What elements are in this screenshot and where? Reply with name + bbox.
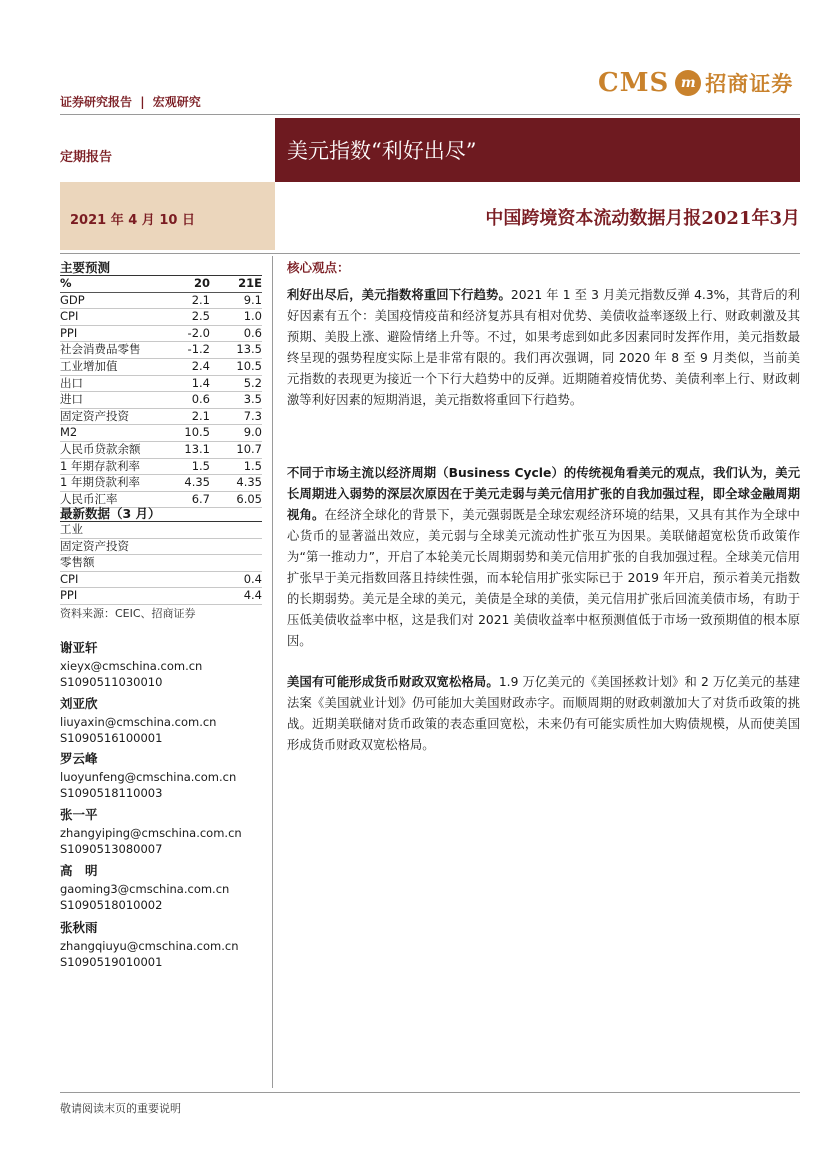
forecast-header-cell: %	[60, 276, 155, 292]
forecast-2020: 10.5	[155, 425, 210, 442]
forecast-2020: 0.6	[155, 392, 210, 409]
paragraph-2	[287, 463, 800, 652]
forecast-2021e: 1.5	[210, 458, 262, 475]
analyst-block	[60, 863, 229, 913]
forecast-2021e: 3.5	[210, 392, 262, 409]
analyst-email[interactable]: gaoming3@cmschina.com.cn	[60, 882, 230, 896]
latest-data-row	[60, 538, 262, 555]
forecast-2020: 13.1	[155, 441, 210, 458]
report-subcategory: 宏观研究	[152, 95, 201, 109]
latest-label: CPI	[60, 571, 155, 588]
latest-value: 4.4	[210, 588, 262, 605]
forecast-2021e: 6.05	[210, 491, 262, 508]
paragraph-3-body: 1.9 万亿美元的《美国拯救计划》和 2 万亿美元的基建法案《美国就业计划》仍可能加大美国财政赤字。而顺周期的财政刺激加大了对货币政策的挑战。近期美联储对货币政策的表态重回宽松，未来仍有可能实质性加大购债规模，从而使美国形成货币财政双宽松格局。	[287, 675, 800, 752]
forecast-row	[60, 441, 262, 458]
analyst-license: S1090518110003	[60, 786, 163, 800]
title-divider	[60, 253, 800, 254]
forecast-label: PPI	[60, 325, 155, 342]
forecast-label: 1 年期贷款利率	[60, 475, 155, 492]
paragraph-2-body: 在经济全球化的背景下，美元强弱既是全球宏观经济环境的结果，又具有其作为全球中心货币的显著溢出效应，美元弱与全球美元流动性扩张互为因果。美联储超宽松货币政策作为“第一推动力”，开启了本轮美元长周期弱势和美元信用扩张的自我加强过程。全球美元信用扩张早于美元指数回落且持续性强，而本轮信用扩张实际已于 2019 年开启，预示着美元指数的长期弱势。美元是全球的美元，美债是全球的美债，美元信用扩张后回流美债市场，有助于压低美债收益率中枢，这是我们对 2021 美债收益率中枢预测值低于市场一致预期值的根本原因。	[287, 508, 800, 648]
forecast-header-cell: 20	[155, 276, 210, 292]
forecast-row	[60, 458, 262, 475]
latest-label: PPI	[60, 588, 155, 605]
analyst-name: 高 明	[60, 863, 98, 878]
forecast-label: M2	[60, 425, 155, 442]
forecast-label: 社会消费品零售	[60, 342, 155, 359]
sidebar-divider	[272, 256, 273, 1088]
header-divider	[60, 114, 800, 115]
latest-data-row	[60, 571, 262, 588]
cms-logo	[598, 66, 793, 100]
forecast-label: 工业增加值	[60, 358, 155, 375]
forecast-2020: 4.35	[155, 475, 210, 492]
analyst-license: S1090519010001	[60, 955, 163, 969]
forecast-row	[60, 358, 262, 375]
category-separator: |	[140, 95, 145, 109]
forecast-label: 人民币贷款余额	[60, 441, 155, 458]
latest-value	[210, 538, 262, 555]
analyst-email[interactable]: zhangyiping@cmschina.com.cn	[60, 826, 242, 840]
analyst-license: S1090518010002	[60, 898, 163, 912]
forecast-2020: 2.1	[155, 292, 210, 309]
forecast-2020: 6.7	[155, 491, 210, 508]
paragraph-3-lead: 美国有可能形成货币财政双宽松格局。	[287, 675, 499, 689]
report-title: 中国跨境资本流动数据月报2021年3月	[485, 208, 800, 229]
latest-data-row	[60, 588, 262, 605]
latest-label: 零售额	[60, 555, 155, 572]
forecast-label: 1 年期存款利率	[60, 458, 155, 475]
forecast-label: GDP	[60, 292, 155, 309]
latest-label: 固定资产投资	[60, 538, 155, 555]
forecast-2020: 2.1	[155, 408, 210, 425]
latest-value	[210, 522, 262, 538]
forecast-row	[60, 475, 262, 492]
forecast-label: 固定资产投资	[60, 408, 155, 425]
report-category: 证券研究报告	[60, 95, 133, 109]
report-category-tags	[60, 93, 201, 110]
forecast-2020: 2.5	[155, 309, 210, 326]
paragraph-1	[287, 285, 800, 411]
forecast-2020: 1.5	[155, 458, 210, 475]
forecast-row	[60, 408, 262, 425]
analyst-license: S1090516100001	[60, 731, 163, 745]
forecast-label: 出口	[60, 375, 155, 392]
forecast-2020: -2.0	[155, 325, 210, 342]
latest-value: 0.4	[210, 571, 262, 588]
source-note: 资料来源：CEIC、招商证券	[60, 607, 196, 620]
forecast-2020: 2.4	[155, 358, 210, 375]
forecast-row	[60, 292, 262, 309]
report-date: 2021 年 4 月 10 日	[70, 213, 195, 228]
latest-data-table	[60, 522, 262, 605]
logo-chinese-text: 招商证券	[705, 71, 794, 96]
analyst-email[interactable]: zhangqiuyu@cmschina.com.cn	[60, 939, 239, 953]
analyst-name: 刘亚欣	[60, 696, 98, 711]
analyst-block	[60, 640, 202, 690]
forecast-2021e: 4.35	[210, 475, 262, 492]
analyst-email[interactable]: xieyx@cmschina.com.cn	[60, 659, 203, 673]
logo-badge-icon: m	[675, 70, 701, 96]
forecast-2021e: 1.0	[210, 309, 262, 326]
analyst-name: 罗云峰	[60, 751, 98, 766]
forecast-2021e: 5.2	[210, 375, 262, 392]
forecast-label: 进口	[60, 392, 155, 409]
report-type: 定期报告	[60, 150, 113, 165]
latest-value	[155, 588, 210, 605]
paragraph-2-lead: 不同于市场主流以经济周期（Business Cycle）的传统视角看美元的观点，我们认为，美元长周期进入弱势的深层次原因在于美元走弱与美元信用扩张的自我加强过程，即全球金融周期视角。	[287, 466, 800, 522]
footer-divider	[60, 1092, 800, 1093]
forecast-label: CPI	[60, 309, 155, 326]
forecast-row	[60, 392, 262, 409]
forecast-2021e: 9.1	[210, 292, 262, 309]
latest-data-row	[60, 522, 262, 538]
analyst-name: 谢亚轩	[60, 640, 98, 655]
analyst-name: 张秋雨	[60, 920, 98, 935]
forecast-row	[60, 425, 262, 442]
analyst-email[interactable]: liuyaxin@cmschina.com.cn	[60, 715, 217, 729]
forecast-2021e: 13.5	[210, 342, 262, 359]
banner-title: 美元指数“利好出尽”	[287, 139, 477, 163]
latest-value	[155, 555, 210, 572]
latest-value	[155, 571, 210, 588]
paragraph-1-lead: 利好出尽后，美元指数将重回下行趋势。	[287, 288, 511, 302]
forecast-title: 主要预测	[60, 260, 111, 275]
paragraph-3	[287, 672, 800, 756]
latest-value	[155, 538, 210, 555]
analyst-license: S1090511030010	[60, 675, 163, 689]
forecast-2020: 1.4	[155, 375, 210, 392]
forecast-row	[60, 325, 262, 342]
forecast-2021e: 0.6	[210, 325, 262, 342]
forecast-header-cell: 21E	[210, 276, 262, 292]
analyst-block	[60, 920, 238, 970]
forecast-2021e: 9.0	[210, 425, 262, 442]
forecast-2021e: 7.3	[210, 408, 262, 425]
paragraph-1-body: 2021 年 1 至 3 月美元指数反弹 4.3%，其背后的利好因素有五个：美国疫情疫苗和经济复苏具有相对优势、美债收益率逐级上行、财政刺激及其预期、美股上涨、避险情绪上升等。不过，如果考虑到如此多因素同时发挥作用，美元指数最终呈现的强势程度实际上是非常有限的。我们再次强调，同 2020 年 8 至 9 月类似，当前美元指数的表现更为接近一个下行大趋势中的反弹。近期随着疫情优势、美债利率上行、财政刺激等利好因素的短期消退，美元指数将重回下行趋势。	[287, 288, 800, 407]
footer-note: 敬请阅读末页的重要说明	[60, 1102, 181, 1115]
analyst-block	[60, 807, 242, 857]
forecast-row	[60, 309, 262, 326]
core-views-title: 核心观点：	[287, 260, 350, 275]
forecast-table	[60, 276, 262, 508]
logo-latin-text: CMS	[598, 68, 670, 98]
forecast-header-row	[60, 276, 262, 292]
forecast-label: 人民币汇率	[60, 491, 155, 508]
latest-value	[210, 555, 262, 572]
analyst-license: S1090513080007	[60, 842, 163, 856]
latest-label: 工业	[60, 522, 155, 538]
latest-data-row	[60, 555, 262, 572]
forecast-2021e: 10.5	[210, 358, 262, 375]
forecast-2021e: 10.7	[210, 441, 262, 458]
forecast-row	[60, 342, 262, 359]
latest-value	[155, 522, 210, 538]
forecast-row	[60, 375, 262, 392]
latest-data-title: 最新数据（3 月）	[60, 506, 161, 521]
forecast-2020: -1.2	[155, 342, 210, 359]
analyst-email[interactable]: luoyunfeng@cmschina.com.cn	[60, 770, 237, 784]
analyst-name: 张一平	[60, 807, 98, 822]
title-banner	[275, 118, 800, 182]
analyst-block	[60, 751, 236, 801]
analyst-block	[60, 696, 216, 746]
